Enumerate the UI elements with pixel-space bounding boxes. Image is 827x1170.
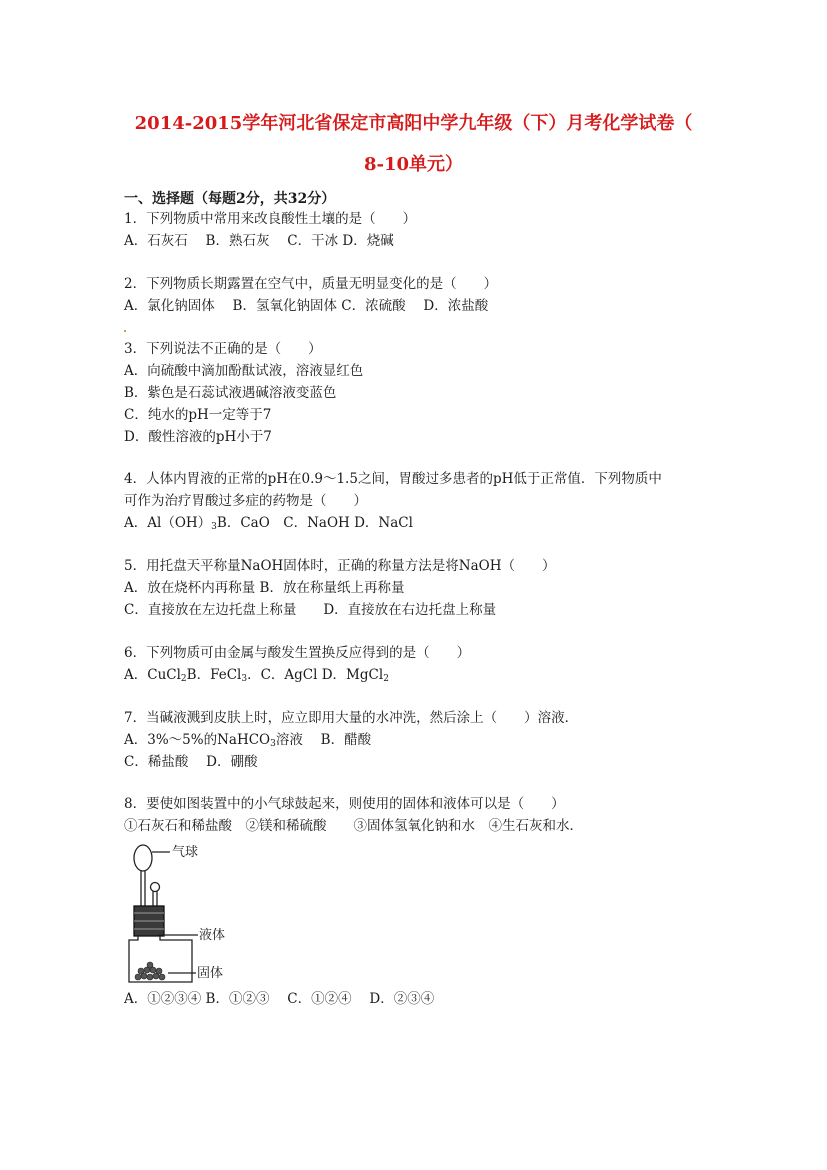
q4-option-a: A．Al（OH）: [124, 515, 212, 531]
q4-option-a-subscript: 3: [211, 522, 217, 532]
q7-stem: 7．当碱液溅到皮肤上时，应立即用大量的水冲洗，然后涂上（ ）溶液．: [124, 710, 579, 726]
exam-title-line1: 2014-2015学年河北省保定市高阳中学九年级（下）月考化学试卷（: [134, 113, 693, 134]
q4-stem-line2: 可作为治疗胃酸过多症的药物是（ ）: [124, 493, 367, 509]
q8-stem: 8．要使如图装置中的小气球鼓起来，则使用的固体和液体可以是（ ）: [124, 796, 565, 812]
q8-options: A．①②③④ B．①②③ C．①②④ D．②③④: [124, 991, 435, 1007]
q3-option-d: D．酸性溶液的pH小于7: [124, 429, 272, 445]
q1-options: A．石灰石 B．熟石灰 C．干冰 D．烧碱: [124, 233, 394, 249]
q2-stem: 2．下列物质长期露置在空气中，质量无明显变化的是（ ）: [124, 276, 498, 292]
q7-option-a: A．3%～5%的NaHCO: [124, 732, 271, 748]
q2-options: A．氯化钠固体 B．氢氧化钠固体 C．浓硫酸 D．浓盐酸: [124, 298, 489, 314]
q5-stem: 5．用托盘天平称量NaOH固体时，正确的称量方法是将NaOH（ ）: [124, 558, 556, 574]
q6-options-cd: C．AgCl D．MgCl: [260, 667, 384, 683]
q3-option-b: B．紫色是石蕊试液遇碱溶液变蓝色: [124, 385, 337, 401]
liquid-label: 液体: [199, 927, 226, 942]
balloon-shape: [134, 845, 152, 871]
q7-option-a-subscript: 3: [270, 739, 276, 749]
exam-title-line2: 8-10单元）: [363, 154, 464, 175]
section-heading: 一、选择题（每题2分，共32分）: [124, 191, 336, 207]
q6-option-a-subscript: 2: [180, 674, 187, 684]
q6-option-b: B．FeCl: [186, 667, 242, 683]
q4-options-rest: B．CaO C．NaOH D．NaCl: [216, 515, 413, 531]
q5-options-ab: A．放在烧杯内再称量 B．放在称量纸上再称量: [124, 580, 405, 596]
q6-stem: 6．下列物质可由金属与酸发生置换反应得到的是（ ）: [124, 645, 471, 661]
q6-option-d-subscript: 2: [383, 674, 389, 684]
q6-option-a: A．CuCl: [124, 667, 181, 683]
apparatus-diagram: [124, 838, 244, 988]
stray-mark: [124, 330, 126, 332]
solid-label: 固体: [197, 965, 224, 980]
q1-stem: 1．下列物质中常用来改良酸性土壤的是（ ）: [124, 211, 417, 227]
q4-options: [124, 514, 413, 536]
q7-options-cd: C．稀盐酸 D．硼酸: [124, 754, 258, 770]
q7-options-ab: [124, 731, 371, 753]
q3-option-c: C．纯水的pH一定等于7: [124, 407, 272, 423]
q6-options: A．CuCl$_2$B．FeCl$_3$．C．AgCl D．MgCl$_2$: [124, 667, 389, 684]
q3-stem: 3．下列说法不正确的是（ ）: [124, 341, 322, 357]
q6-option-b-subscript: 3: [241, 674, 248, 684]
balloon-label: 气球: [172, 844, 199, 859]
q7-option-a-tail: 溶液 B．醋酸: [275, 732, 372, 748]
q5-options-cd: C．直接放在左边托盘上称量 D．直接放在右边托盘上称量: [124, 602, 497, 618]
q3-option-a: A．向硫酸中滴加酚酞试液，溶液显红色: [124, 363, 364, 379]
q4-stem-line1: 4．人体内胃液的正常的pH在0.9～1.5之间，胃酸过多患者的pH低于正常值．下列物质中: [124, 471, 662, 487]
q8-items: ①石灰石和稀盐酸 ②镁和稀硫酸 ③固体氢氧化钠和水 ④生石灰和水．: [124, 818, 583, 834]
